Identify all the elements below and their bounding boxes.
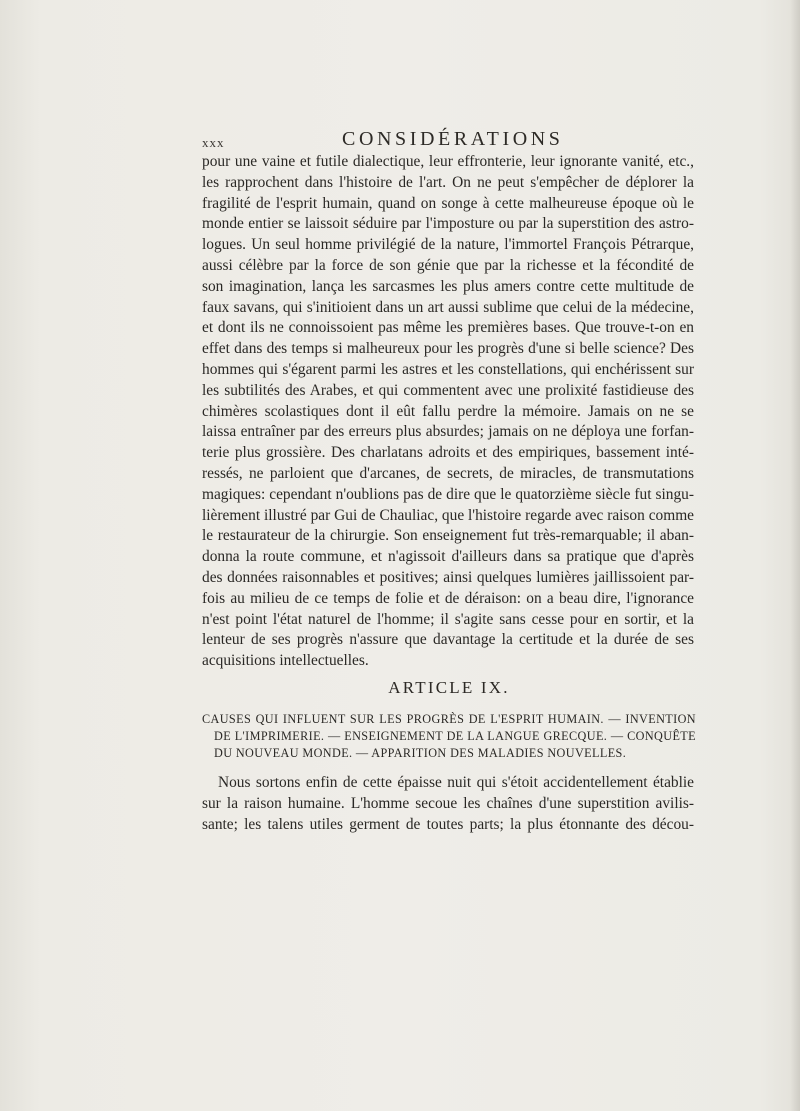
page-header — [202, 128, 696, 154]
text-line: monde entier se laissoit séduire par l'imposture ou par la superstition des astro- — [202, 215, 694, 233]
text-line: Nous sortons enfin de cette épaisse nuit qui s'étoit accidentellement établie — [218, 774, 694, 791]
text-line: les rapprochent dans l'histoire de l'art. On ne peut s'empêcher de déplorer la — [202, 173, 694, 191]
text-line: magiques: cependant n'oublions pas de dire que le quatorzième siècle fut singu- — [202, 485, 694, 503]
summary-line: DU NOUVEAU MONDE. — APPARITION DES MALADIES NOUVELLES. — [214, 746, 627, 760]
text-line: effet dans des temps si malheureux pour les progrès d'une si belle science? Des — [202, 340, 694, 358]
text-line: et dont ils ne connoissoient pas même les premières bases. Que trouve-t-on en — [202, 319, 694, 337]
text-line: fois au milieu de ce temps de folie et de déraison: on a beau dire, l'ignorance — [202, 589, 694, 607]
text-line: sur la raison humaine. L'homme secoue les chaînes d'une superstition avilis- — [202, 794, 694, 812]
text-line: le restaurateur de la chirurgie. Son enseignement fut très-remarquable; il aban- — [202, 527, 694, 545]
article-title: ARTICLE IX. — [388, 678, 510, 697]
running-title: CONSIDÉRATIONS — [342, 128, 564, 150]
text-line: hommes qui s'égarent parmi les astres et les constellations, qui enchérissent sur — [202, 360, 694, 378]
text-line: donna la route commune, et n'agissoit d'ailleurs dans sa pratique que d'après — [202, 548, 694, 566]
text-line: logues. Un seul homme privilégié de la nature, l'immortel François Pétrarque, — [202, 236, 694, 254]
body-paragraph-1 — [202, 152, 694, 672]
text-line: lièrement illustré par Gui de Chauliac, que l'histoire regarde avec raison comme — [202, 506, 694, 524]
text-line: acquisitions intellectuelles. — [202, 652, 369, 670]
body-paragraph-2 — [202, 773, 694, 835]
text-line: faux savans, qui s'initioient dans un art aussi sublime que celui de la médecine, — [202, 298, 694, 316]
text-line: lenteur de ses progrès n'assure que davantage la certitude et la durée de ses — [202, 631, 694, 649]
page-number: xxx — [202, 135, 225, 150]
text-line: terie plus grossière. Des charlatans adroits et des empiriques, bassement inté- — [202, 444, 694, 462]
summary-line: CAUSES QUI INFLUENT SUR LES PROGRÈS DE L'ESPRIT HUMAIN. — INVENTION — [202, 712, 696, 726]
text-line: chimères scolastiques dont il eût fallu perdre la mémoire. Jamais on ne se — [202, 402, 694, 420]
text-line: des données raisonnables et positives; ainsi quelques lumières jaillissoient par- — [202, 568, 694, 586]
text-line: sante; les talens utiles germent de toutes parts; la plus étonnante des décou- — [202, 815, 694, 833]
text-line: les subtilités des Arabes, et qui commentent avec une prolixité fastidieuse des — [202, 381, 694, 399]
text-line: ressés, ne parloient que d'arcanes, de secrets, de miracles, de transmutations — [202, 464, 694, 482]
text-line: fragilité de l'esprit humain, quand on songe à cette malheureuse époque où le — [202, 194, 694, 212]
summary-line: DE L'IMPRIMERIE. — ENSEIGNEMENT DE LA LANGUE GRECQUE. — CONQUÊTE — [214, 729, 696, 743]
text-line: laissa entraîner par des erreurs plus absurdes; jamais on ne déploya une forfan- — [202, 423, 694, 441]
text-line: son imagination, lança les sarcasmes les plus amers contre cette multitude de — [202, 277, 694, 295]
page-edge-shadow — [790, 0, 800, 1111]
text-line: pour une vaine et futile dialectique, leur effronterie, leur ignorante vanité, etc., — [202, 153, 694, 170]
text-line: n'est point l'état naturel de l'homme; il s'agite sans cesse pour en sortir, et la — [202, 610, 694, 628]
text-line: aussi célèbre par la force de son génie que par la richesse et la fécondité de — [202, 256, 694, 274]
article-summary — [202, 711, 696, 762]
